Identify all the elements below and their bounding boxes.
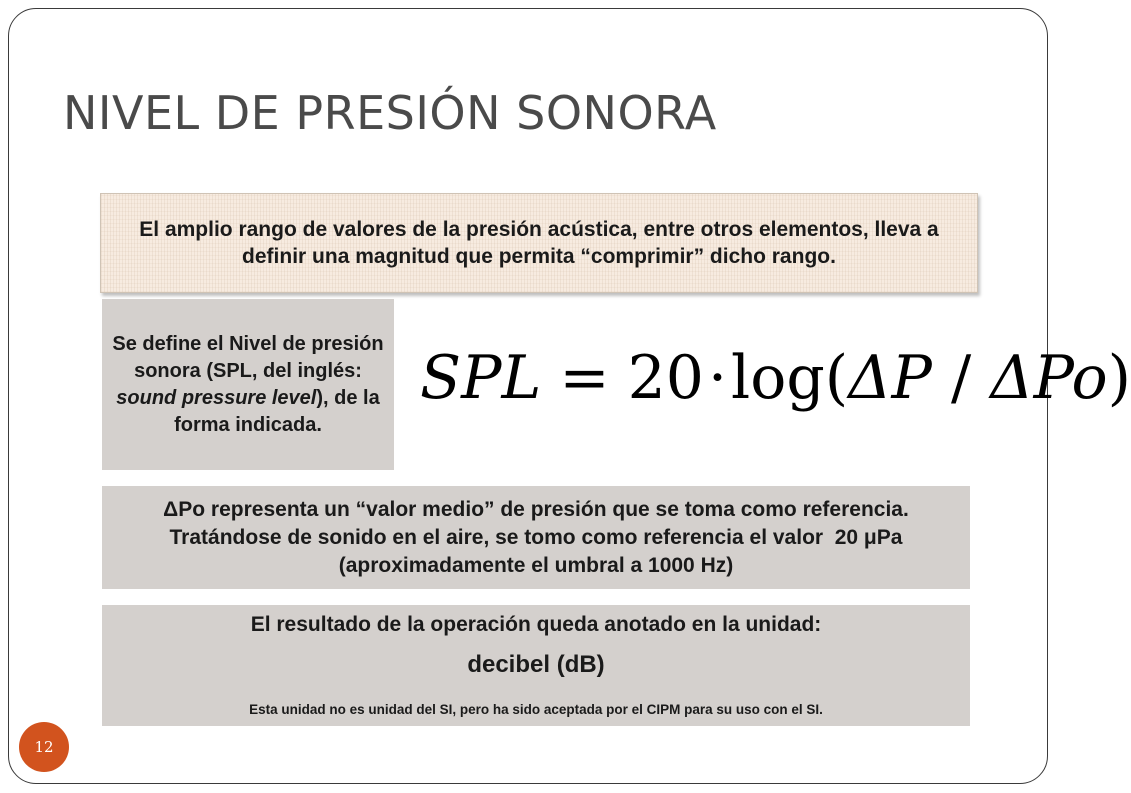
formula-divider: / <box>931 343 991 413</box>
result-note: Esta unidad no es unidad del SI, pero ha sido aceptada por el CIPM para su uso con el SI. <box>249 702 823 717</box>
formula-lhs: SPL <box>420 343 542 413</box>
definition-text-before: Se define el Nivel de presión sonora (SPL, del inglés: <box>112 332 384 382</box>
formula-numerator: ΔP <box>848 343 932 413</box>
definition-box <box>102 299 394 470</box>
intro-text: El amplio rango de valores de la presión acústica, entre otros elementos, lleva a definir una magnitud que permita “comprimir” dicho rango. <box>139 218 939 268</box>
spl-formula <box>420 338 1131 418</box>
definition-text-italic: sound pressure level <box>116 386 317 409</box>
slide-title: NIVEL DE PRESIÓN SONORA <box>63 86 717 140</box>
result-box <box>102 605 970 726</box>
reference-box <box>102 486 970 589</box>
page-number: 12 <box>34 738 54 756</box>
page-number-badge <box>19 722 69 772</box>
formula-operator: · <box>707 343 728 413</box>
definition-text <box>112 331 384 439</box>
definition-text-after: ), de la forma indicada. <box>174 386 380 436</box>
formula-denominator: ΔPo <box>990 343 1108 413</box>
formula-coefficient: 20 <box>627 343 704 413</box>
result-text: El resultado de la operación queda anotado en la unidad: <box>250 613 822 636</box>
formula-close: ) <box>1107 343 1131 413</box>
intro-box <box>100 193 978 293</box>
result-unit: decibel (dB) <box>467 651 605 678</box>
formula-equals: = <box>559 343 610 413</box>
reference-text: ΔPo representa un “valor medio” de presión que se toma como referencia. Tratándose de sonido en el aire, se tomo como referencia el valor 20 μPa (aproximadamente el umbral a 1000 Hz) <box>163 497 915 577</box>
formula-function: log( <box>731 343 849 413</box>
